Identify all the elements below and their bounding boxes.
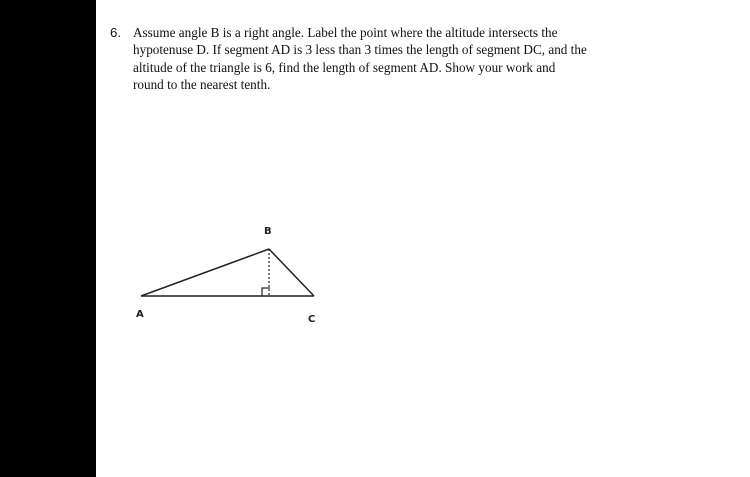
problem-text-line: round to the nearest tenth. xyxy=(133,76,271,92)
vertex-label-c: C xyxy=(308,314,316,325)
problem-text-line: altitude of the triangle is 6, find the length of segment AD. Show your work and xyxy=(133,59,556,75)
problem-text-line: hypotenuse D. If segment AD is 3 less than 3 times the length of segment DC, and the xyxy=(133,42,587,58)
vertex-label-b: B xyxy=(264,226,272,237)
triangle-figure xyxy=(96,0,750,477)
problem-text-line: Assume angle B is a right angle. Label the point where the altitude intersects the xyxy=(133,25,558,40)
segment-ab xyxy=(141,249,269,296)
vertex-label-a: A xyxy=(136,309,144,320)
worksheet-page xyxy=(96,0,750,477)
segment-bc xyxy=(269,249,314,296)
problem-number: 6. xyxy=(110,25,121,40)
